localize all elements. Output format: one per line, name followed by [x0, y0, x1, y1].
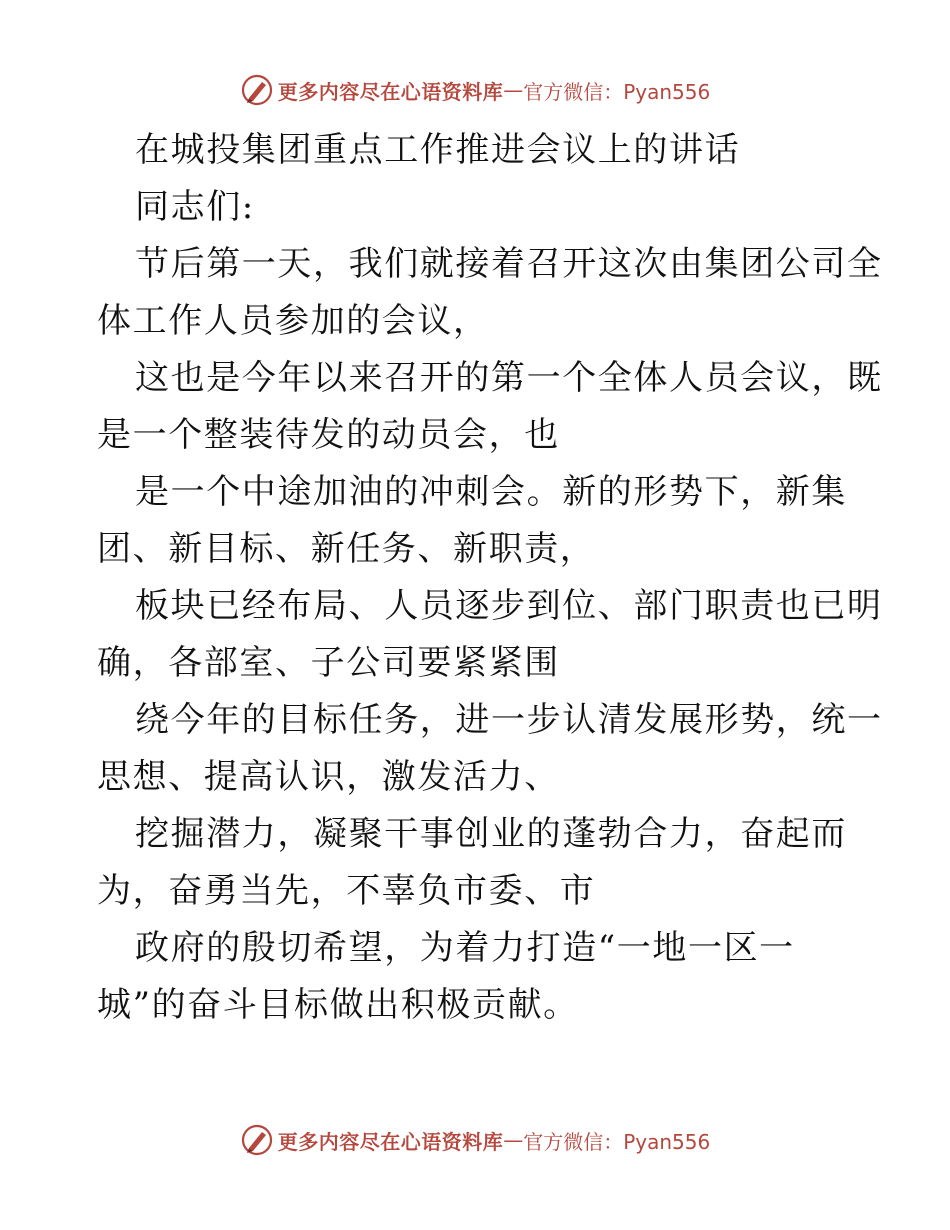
salutation: 同志们: — [135, 187, 255, 227]
paragraph-line: 绕今年的目标任务，进一步认清发展形势，统一 — [135, 700, 883, 740]
watermark-brand-text: 更多内容尽在心语资料库 — [277, 1129, 504, 1154]
document-body — [97, 122, 883, 1034]
paragraph-line: 是一个整装待发的动员会，也 — [97, 415, 560, 455]
paragraph-line: 节后第一天，我们就接着召开这次由集团公司全 — [135, 244, 883, 284]
paragraph-line: 挖掘潜力，凝聚干事创业的蓬勃合力，奋起而 — [135, 814, 847, 854]
circle-pen-logo-icon — [240, 73, 274, 107]
watermark-account-text: 官方微信：Pyan556 — [523, 1129, 711, 1154]
paragraph-line: 是一个中途加油的冲刺会。新的形势下，新集 — [135, 472, 847, 512]
document-title: 在城投集团重点工作推进会议上的讲话 — [135, 130, 741, 170]
watermark-separator: — — [503, 78, 524, 102]
watermark-separator: — — [503, 1128, 524, 1152]
header-watermark — [0, 70, 950, 110]
paragraph-line: 板块已经布局、人员逐步到位、部门职责也已明 — [135, 586, 883, 626]
circle-pen-logo-icon — [240, 1123, 274, 1157]
watermark-brand-text: 更多内容尽在心语资料库 — [277, 79, 504, 104]
footer-watermark — [0, 1120, 950, 1160]
paragraph-line: 城”的奋斗目标做出积极贡献。 — [97, 985, 579, 1025]
paragraph-line: 为，奋勇当先，不辜负市委、市 — [97, 871, 596, 911]
paragraph-line: 思想、提高认识，激发活力、 — [97, 757, 560, 797]
paragraph-line: 这也是今年以来召开的第一个全体人员会议，既 — [135, 358, 883, 398]
paragraph-line: 体工作人员参加的会议， — [97, 301, 489, 341]
paragraph-line: 团、新目标、新任务、新职责， — [97, 529, 596, 569]
paragraph-line: 确，各部室、子公司要紧紧围 — [97, 643, 560, 683]
watermark-account-text: 官方微信：Pyan556 — [523, 79, 711, 104]
paragraph-line: 政府的殷切希望，为着力打造“一地一区一 — [135, 928, 795, 968]
